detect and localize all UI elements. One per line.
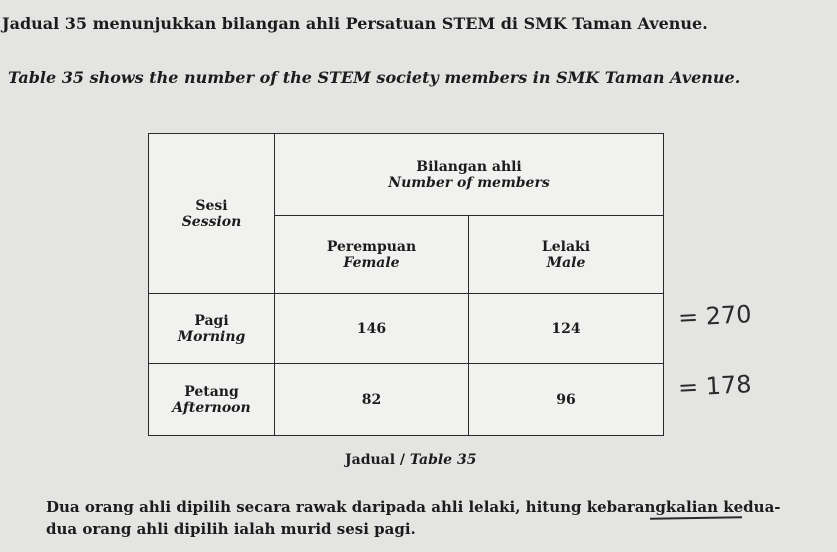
handwritten-total-morning: = 270 xyxy=(677,300,753,332)
members-header-cell xyxy=(275,134,664,216)
male-header-cell xyxy=(469,216,664,294)
session-english: Morning xyxy=(177,328,246,345)
female-count: 146 xyxy=(275,294,469,364)
members-header-english: Number of members xyxy=(388,174,550,191)
male-header-english: Male xyxy=(546,254,586,271)
male-count: 124 xyxy=(469,294,664,364)
heading-malay: Jadual 35 menunjukkan bilangan ahli Persatuan STEM di SMK Taman Avenue. xyxy=(2,14,708,33)
session-english: Afternoon xyxy=(172,399,251,416)
session-header-english: Session xyxy=(181,213,242,230)
members-header-malay: Bilangan ahli xyxy=(416,158,522,175)
question-text: Dua orang ahli dipilih secara rawak daripada ahli lelaki, hitung kebarangkalian kedua-dua orang ahli dipilih ialah murid sesi pagi. xyxy=(46,498,781,538)
female-header-english: Female xyxy=(343,254,400,271)
session-header-cell xyxy=(149,134,275,294)
session-header-malay: Sesi xyxy=(195,197,228,214)
session-cell xyxy=(149,294,275,364)
female-header-cell xyxy=(275,216,469,294)
table-caption xyxy=(345,452,476,468)
heading-english: Table 35 shows the number of the STEM society members in SMK Taman Avenue. xyxy=(8,68,741,87)
handwritten-total-afternoon: = 178 xyxy=(677,370,753,402)
caption-malay: Jadual / xyxy=(345,452,406,468)
female-count: 82 xyxy=(275,364,469,436)
male-count: 96 xyxy=(469,364,664,436)
caption-english: Table 35 xyxy=(409,452,477,468)
female-header-malay: Perempuan xyxy=(326,238,417,255)
table-row xyxy=(149,294,664,364)
session-malay: Pagi xyxy=(194,312,229,329)
male-header-malay: Lelaki xyxy=(541,238,591,255)
members-table xyxy=(148,133,664,436)
session-malay: Petang xyxy=(184,383,239,400)
table-row xyxy=(149,364,664,436)
session-cell xyxy=(149,364,275,436)
